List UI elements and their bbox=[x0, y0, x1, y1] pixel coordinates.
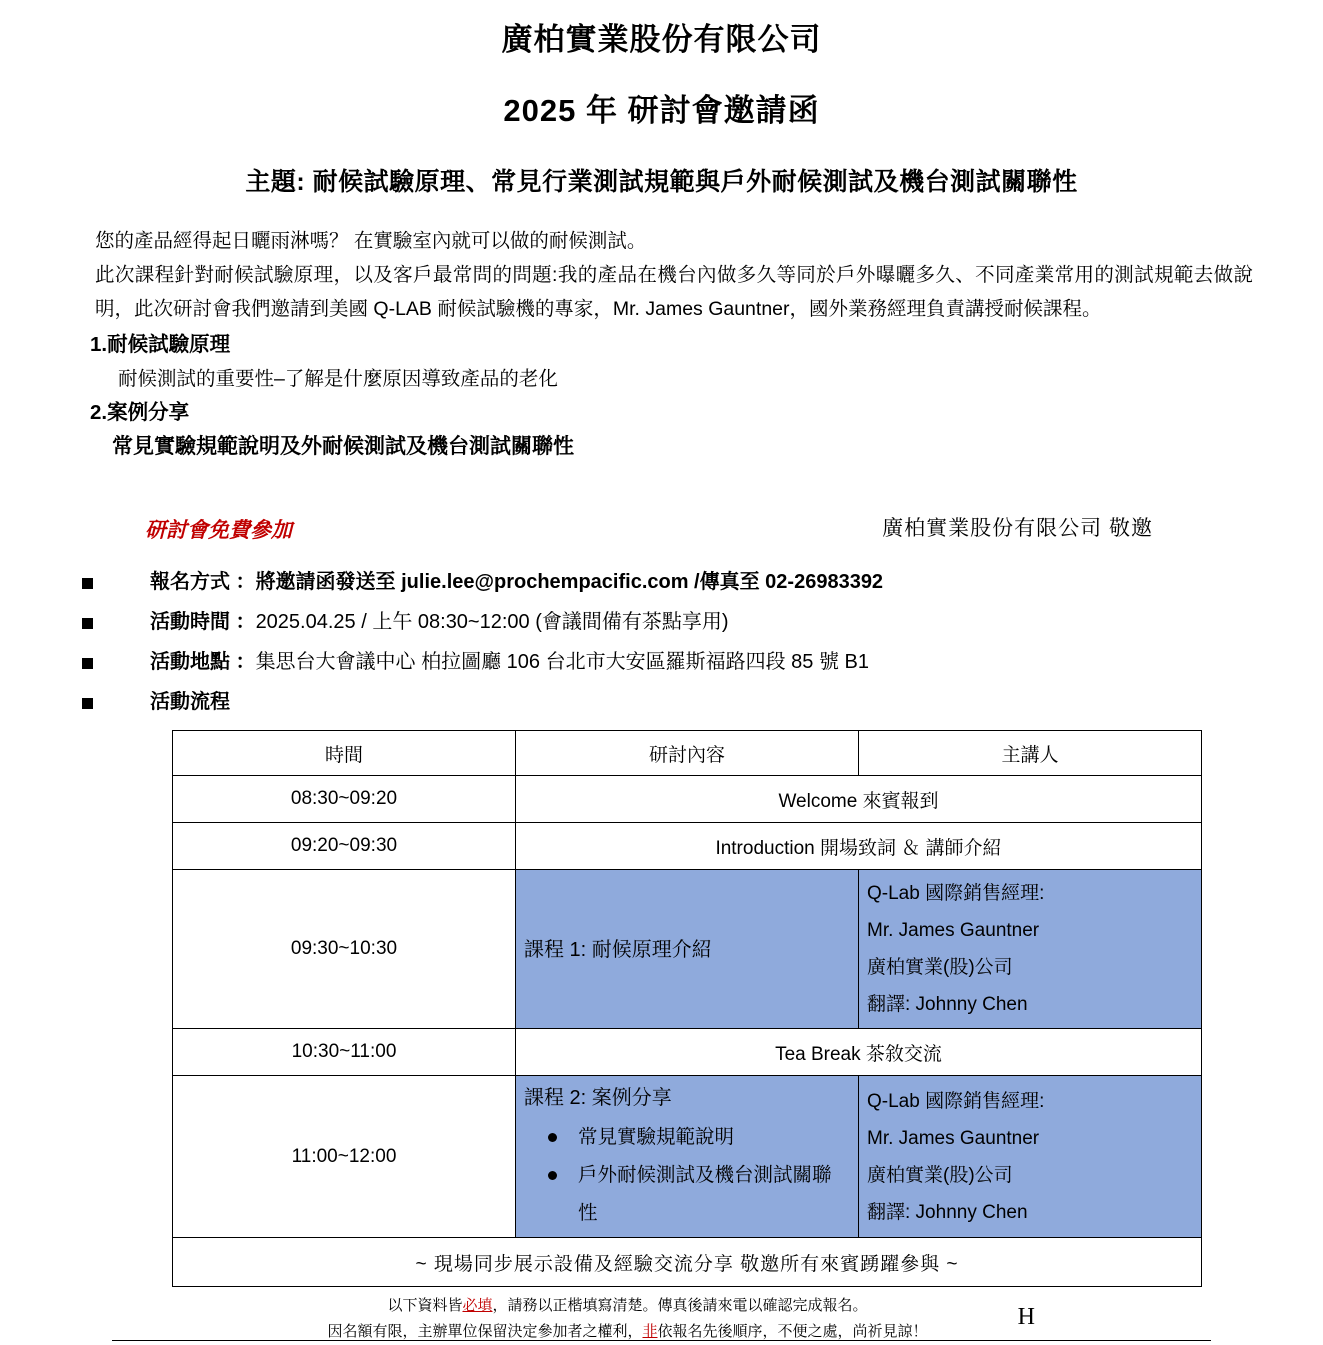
fineprint-line-1 bbox=[172, 1293, 1083, 1319]
seminar-subject: 主題: 耐候試驗原理、常見行業測試規範與戶外耐候測試及機台測試關聯性 bbox=[245, 168, 1078, 196]
signature-line: 廣柏實業股份有限公司 敬邀 bbox=[882, 517, 1153, 540]
event-info-list bbox=[60, 562, 1263, 722]
agenda-row-1-time: 09:20~09:30 bbox=[173, 823, 516, 870]
info-time-value: 2025.04.25 / 上午 08:30~12:00 (會議間備有茶點享用) bbox=[255, 611, 729, 633]
fineprint-2a: 因名額有限，主辦單位保留決定參加者之權利， bbox=[327, 1323, 643, 1340]
info-registration-text-2: /傳真至 02-26983392 bbox=[688, 571, 884, 593]
agenda-row-2-title: 課程 1: 耐候原理介紹 bbox=[524, 938, 712, 961]
info-time-label: 活動時間 ： bbox=[150, 611, 256, 633]
agenda-row-4-title: 課程 2: 案例分享 bbox=[524, 1087, 672, 1109]
outline-item-2 bbox=[90, 396, 1263, 430]
agenda-row-1-span: Introduction 開場致詞 ＆ 講師介紹 bbox=[516, 823, 1202, 870]
agenda-row-3-span: Tea Break 茶敘交流 bbox=[516, 1029, 1202, 1076]
agenda-row-4-content bbox=[516, 1076, 859, 1238]
page-title: 2025 年 研討會邀請函 bbox=[503, 93, 820, 128]
intro-line-2: 此次課程針對耐候試驗原理，以及客戶最常問的問題:我的產品在機台內做多久等同於戶外曝曬多久、不同產業常用的測試規範去做說明，此次研討會我們邀請到美國 Q-LAB 耐候試驗機的專家，Mr. James Gauntner，國外業務經理負責講授耐候課程。 bbox=[95, 264, 1253, 320]
outline-item-1-title: 耐候試驗原理 bbox=[107, 333, 231, 356]
table-row bbox=[173, 1076, 1202, 1238]
list-item: 常見實驗規範說明 bbox=[534, 1118, 850, 1156]
table-row bbox=[173, 776, 1202, 823]
agenda-footer-note: ~ 現場同步展示設備及經驗交流分享 敬邀所有來賓踴躍參與 ~ bbox=[173, 1238, 1202, 1287]
info-place-value: 集思台大會議中心 柏拉圖廳 106 台北市大安區羅斯福路四段 85 號 B1 bbox=[255, 651, 869, 673]
info-flow bbox=[82, 682, 1263, 722]
agenda-header-row bbox=[173, 731, 1202, 776]
intro-paragraphs bbox=[60, 224, 1263, 326]
info-place bbox=[82, 642, 1263, 682]
speaker-line: Q-Lab 國際銷售經理: bbox=[867, 883, 1045, 904]
list-item: 戶外耐候測試及機台測試關聯性 bbox=[534, 1156, 850, 1232]
agenda-row-4-time: 11:00~12:00 bbox=[173, 1076, 516, 1238]
agenda-row-2-speaker bbox=[859, 870, 1202, 1029]
outline-item-2-detail: 常見實驗規範說明及外耐候測試及機台測試關聯性 bbox=[112, 435, 574, 458]
speaker-line: Mr. James Gauntner bbox=[867, 1127, 1040, 1149]
outline-item-1 bbox=[90, 328, 1263, 362]
info-flow-label: 活動流程 bbox=[150, 691, 230, 713]
info-place-label: 活動地點 ： bbox=[150, 651, 256, 673]
info-registration-text-1: 將邀請函發送至 bbox=[255, 571, 402, 593]
speaker-line: Q-Lab 國際銷售經理: bbox=[867, 1090, 1045, 1112]
intro-line-1: 您的產品經得起日曬雨淋嗎？ 在實驗室內就可以做的耐候測試。 bbox=[95, 230, 647, 252]
outline-item-1-number: 1. bbox=[90, 333, 108, 356]
agenda-table bbox=[172, 730, 1202, 1287]
agenda-row-0-span: Welcome 來賓報到 bbox=[516, 776, 1202, 823]
speaker-line: 廣柏實業(股)公司 bbox=[867, 1164, 1013, 1186]
course-outline bbox=[60, 328, 1263, 464]
agenda-row-3-time: 10:30~11:00 bbox=[173, 1029, 516, 1076]
agenda-header-speaker: 主講人 bbox=[859, 731, 1202, 776]
fineprint-line-2 bbox=[172, 1319, 1083, 1345]
info-registration bbox=[82, 562, 1263, 602]
outline-item-2-number: 2. bbox=[90, 401, 108, 424]
agenda-header-content: 研討內容 bbox=[516, 731, 859, 776]
speaker-line: Mr. James Gauntner bbox=[867, 920, 1040, 941]
registration-email[interactable]: julie.lee@prochempacific.com bbox=[401, 571, 689, 593]
fineprint-1-required: 必填 bbox=[462, 1297, 493, 1314]
fineprint-1b: ，請務以正楷填寫清楚。傳真後請來電以確認完成報名。 bbox=[492, 1297, 868, 1314]
speaker-line: 廣柏實業(股)公司 bbox=[867, 957, 1013, 978]
agenda-row-4-speaker bbox=[859, 1076, 1202, 1238]
fineprint-1a: 以下資料皆 bbox=[387, 1297, 463, 1314]
table-row bbox=[173, 823, 1202, 870]
agenda-row-4-items bbox=[524, 1118, 850, 1232]
info-time bbox=[82, 602, 1263, 642]
agenda-row-0-time: 08:30~09:20 bbox=[173, 776, 516, 823]
table-row bbox=[173, 1238, 1202, 1287]
info-registration-label: 報名方式 ： bbox=[150, 571, 256, 593]
trailing-mark: H bbox=[1017, 1304, 1035, 1330]
table-row bbox=[173, 1029, 1202, 1076]
agenda-row-2-content bbox=[516, 870, 859, 1029]
free-participation-note: 研討會免費參加 bbox=[145, 519, 292, 542]
table-row bbox=[173, 870, 1202, 1029]
outline-item-2-title: 案例分享 bbox=[107, 401, 190, 424]
bottom-divider bbox=[112, 1340, 1211, 1341]
fineprint bbox=[60, 1293, 1263, 1345]
agenda-header-time: 時間 bbox=[173, 731, 516, 776]
fineprint-2b: 依報名先後順序，不便之處，尚祈見諒！ bbox=[657, 1323, 928, 1340]
agenda-row-2-time: 09:30~10:30 bbox=[173, 870, 516, 1029]
company-name: 廣柏實業股份有限公司 bbox=[501, 22, 822, 57]
speaker-line: 翻譯: Johnny Chen bbox=[867, 994, 1028, 1015]
speaker-line: 翻譯: Johnny Chen bbox=[867, 1201, 1028, 1223]
outline-item-1-detail: 耐候測試的重要性–了解是什麼原因導致產品的老化 bbox=[118, 368, 558, 390]
fineprint-2-not: 非 bbox=[642, 1323, 658, 1340]
